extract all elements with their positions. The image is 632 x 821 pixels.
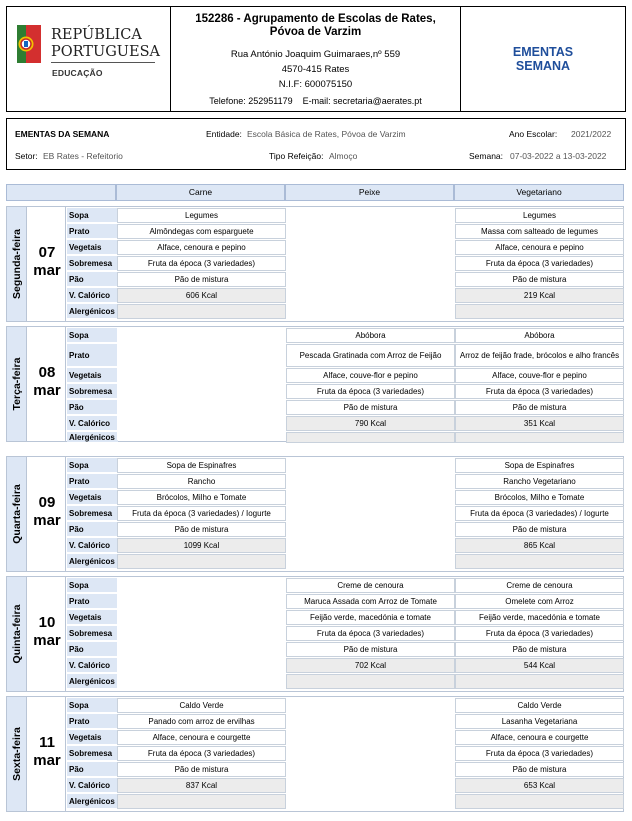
row-label-v-cal-rico: V. Calórico xyxy=(67,416,118,431)
row-label-alerg-nicos: Alergénicos xyxy=(67,794,118,809)
carne-sobremesa-cell: Fruta da época (3 variedades) xyxy=(117,256,286,271)
vegetariano-alerg-nicos-cell xyxy=(455,794,624,809)
vegetariano-sobremesa-cell: Fruta da época (3 variedades) xyxy=(455,626,624,641)
vegetariano-sopa-cell: Creme de cenoura xyxy=(455,578,624,593)
vegetariano-p-o-cell: Pão de mistura xyxy=(455,522,624,537)
peixe-sobremesa-cell: Fruta da época (3 variedades) xyxy=(286,384,455,399)
row-label-alerg-nicos: Alergénicos xyxy=(67,554,118,569)
school-address: Rua António Joaquim Guimaraes,nº 559 xyxy=(230,49,401,60)
day-date xyxy=(28,327,66,441)
document-title: EMENTAS SEMANA xyxy=(512,45,574,73)
weekday-name: Segunda-feira xyxy=(10,228,23,300)
row-label-sobremesa: Sobremesa xyxy=(67,746,118,761)
column-header-carne: Carne xyxy=(116,184,285,201)
day-block-quinta-feira xyxy=(6,576,624,692)
info-heading: EMENTAS DA SEMANA xyxy=(15,129,110,139)
vegetariano-alerg-nicos-cell xyxy=(455,674,624,689)
carne-sobremesa-cell: Fruta da época (3 variedades) / Iogurte xyxy=(117,506,286,521)
peixe-sobremesa-cell: Fruta da época (3 variedades) xyxy=(286,626,455,641)
vegetariano-p-o-cell: Pão de mistura xyxy=(455,642,624,657)
day-block-quarta-feira xyxy=(6,456,624,572)
peixe-prato-cell: Pescada Gratinada com Arroz de Feijão xyxy=(286,344,455,367)
day-number: 08 xyxy=(38,364,56,381)
day-date xyxy=(28,457,66,571)
peixe-vegetais-cell: Feijão verde, macedónia e tomate xyxy=(286,610,455,625)
weekday-label xyxy=(7,577,27,691)
vegetariano-sopa-cell: Caldo Verde xyxy=(455,698,624,713)
vegetariano-vegetais-cell: Brócolos, Milho e Tomate xyxy=(455,490,624,505)
vegetariano-vegetais-cell: Alface, couve-flor e pepino xyxy=(455,368,624,383)
vegetariano-sobremesa-cell: Fruta da época (3 variedades) xyxy=(455,746,624,761)
row-label-sopa: Sopa xyxy=(67,578,118,593)
school-phone: Telefone: 252951179 xyxy=(209,96,293,106)
carne-prato-cell: Almôndegas com esparguete xyxy=(117,224,286,239)
row-label-p-o: Pão xyxy=(67,762,118,777)
carne-sopa-cell: Legumes xyxy=(117,208,286,223)
day-number: 07 xyxy=(38,244,56,261)
school-email: E-mail: secretaria@aerates.pt xyxy=(302,96,422,106)
carne-p-o-cell: Pão de mistura xyxy=(117,272,286,287)
peixe-alerg-nicos-cell xyxy=(286,432,455,443)
carne-alerg-nicos-cell xyxy=(117,794,286,809)
weekday-name: Quinta-feira xyxy=(10,604,23,664)
logo-cell xyxy=(7,7,171,111)
vegetariano-v-cal-rico-cell: 219 Kcal xyxy=(455,288,624,303)
row-label-v-cal-rico: V. Calórico xyxy=(67,778,118,793)
day-month: mar xyxy=(33,752,61,769)
day-month: mar xyxy=(33,262,61,279)
empty-column-carne xyxy=(117,578,286,690)
row-label-sobremesa: Sobremesa xyxy=(67,626,118,641)
row-label-p-o: Pão xyxy=(67,272,118,287)
semana-label: Semana: xyxy=(469,151,504,161)
carne-prato-cell: Panado com arroz de ervilhas xyxy=(117,714,286,729)
row-label-p-o: Pão xyxy=(67,522,118,537)
row-label-vegetais: Vegetais xyxy=(67,730,118,745)
day-block-sexta-feira xyxy=(6,696,624,812)
logo-text-portuguesa: PORTUGUESA xyxy=(51,44,160,60)
logo-divider xyxy=(51,62,155,63)
row-label-prato: Prato xyxy=(67,224,118,239)
logo-text-republica: REPÚBLICA xyxy=(51,27,142,43)
weekday-name: Terça-feira xyxy=(10,357,23,411)
row-label-v-cal-rico: V. Calórico xyxy=(67,538,118,553)
row-label-v-cal-rico: V. Calórico xyxy=(67,288,118,303)
carne-vegetais-cell: Alface, cenoura e courgette xyxy=(117,730,286,745)
school-info-cell xyxy=(171,7,461,111)
peixe-v-cal-rico-cell: 790 Kcal xyxy=(286,416,455,431)
vegetariano-p-o-cell: Pão de mistura xyxy=(455,762,624,777)
peixe-prato-cell: Maruca Assada com Arroz de Tomate xyxy=(286,594,455,609)
vegetariano-vegetais-cell: Alface, cenoura e pepino xyxy=(455,240,624,255)
carne-alerg-nicos-cell xyxy=(117,304,286,319)
carne-sopa-cell: Sopa de Espinafres xyxy=(117,458,286,473)
empty-column-peixe xyxy=(286,208,455,320)
vegetariano-sobremesa-cell: Fruta da época (3 variedades) xyxy=(455,256,624,271)
carne-v-cal-rico-cell: 1099 Kcal xyxy=(117,538,286,553)
tipo-refeicao-value: Almoço xyxy=(329,151,358,161)
carne-vegetais-cell: Brócolos, Milho e Tomate xyxy=(117,490,286,505)
school-nif: N.I.F: 600075150 xyxy=(278,79,353,90)
peixe-sopa-cell: Creme de cenoura xyxy=(286,578,455,593)
column-header-vegetariano: Vegetariano xyxy=(454,184,624,201)
vegetariano-p-o-cell: Pão de mistura xyxy=(455,400,624,415)
carne-p-o-cell: Pão de mistura xyxy=(117,762,286,777)
vegetariano-v-cal-rico-cell: 351 Kcal xyxy=(455,416,624,431)
row-label-vegetais: Vegetais xyxy=(67,368,118,383)
row-label-sopa: Sopa xyxy=(67,328,118,343)
carne-v-cal-rico-cell: 606 Kcal xyxy=(117,288,286,303)
row-label-sopa: Sopa xyxy=(67,698,118,713)
vegetariano-sopa-cell: Legumes xyxy=(455,208,624,223)
week-info-box xyxy=(6,118,626,170)
vegetariano-sobremesa-cell: Fruta da época (3 variedades) / Iogurte xyxy=(455,506,624,521)
carne-prato-cell: Rancho xyxy=(117,474,286,489)
empty-column-peixe xyxy=(286,458,455,570)
day-date xyxy=(28,207,66,321)
vegetariano-v-cal-rico-cell: 653 Kcal xyxy=(455,778,624,793)
day-number: 11 xyxy=(39,734,55,751)
weekday-label xyxy=(7,327,27,441)
weekday-label xyxy=(7,457,27,571)
republica-portuguesa-emblem-icon xyxy=(17,25,41,63)
row-label-alerg-nicos: Alergénicos xyxy=(67,432,118,443)
vegetariano-sopa-cell: Abóbora xyxy=(455,328,624,343)
weekday-name: Sexta-feira xyxy=(10,727,23,781)
semana-value: 07-03-2022 a 13-03-2022 xyxy=(510,151,607,161)
day-date xyxy=(28,697,66,811)
logo-text-educacao: EDUCAÇÃO xyxy=(52,68,103,78)
weekday-label xyxy=(7,207,27,321)
vegetariano-prato-cell: Arroz de feijão frade, brócolos e alho francês xyxy=(455,344,624,367)
row-label-v-cal-rico: V. Calórico xyxy=(67,658,118,673)
carne-vegetais-cell: Alface, cenoura e pepino xyxy=(117,240,286,255)
vegetariano-alerg-nicos-cell xyxy=(455,432,624,443)
vegetariano-p-o-cell: Pão de mistura xyxy=(455,272,624,287)
row-label-p-o: Pão xyxy=(67,400,118,415)
peixe-vegetais-cell: Alface, couve-flor e pepino xyxy=(286,368,455,383)
title-cell xyxy=(461,7,625,111)
day-number: 10 xyxy=(38,614,56,631)
day-month: mar xyxy=(33,382,61,399)
vegetariano-prato-cell: Rancho Vegetariano xyxy=(455,474,624,489)
school-contact xyxy=(171,96,460,107)
row-label-vegetais: Vegetais xyxy=(67,490,118,505)
row-label-sobremesa: Sobremesa xyxy=(67,256,118,271)
ano-escolar-value: 2021/2022 xyxy=(571,129,612,139)
empty-column-peixe xyxy=(286,698,455,810)
school-name: 152286 - Agrupamento de Escolas de Rates, Póvoa de Varzim xyxy=(195,13,436,38)
row-label-sopa: Sopa xyxy=(67,458,118,473)
day-block-terça-feira xyxy=(6,326,624,442)
vegetariano-sopa-cell: Sopa de Espinafres xyxy=(455,458,624,473)
day-number: 09 xyxy=(38,494,56,511)
vegetariano-v-cal-rico-cell: 865 Kcal xyxy=(455,538,624,553)
weekday-label xyxy=(7,697,27,811)
vegetariano-alerg-nicos-cell xyxy=(455,554,624,569)
empty-column-carne xyxy=(117,328,286,440)
document-header xyxy=(6,6,626,112)
entidade-label: Entidade: xyxy=(206,129,242,139)
vegetariano-vegetais-cell: Alface, cenoura e courgette xyxy=(455,730,624,745)
row-label-prato: Prato xyxy=(67,474,118,489)
vegetariano-prato-cell: Omelete com Arroz xyxy=(455,594,624,609)
row-label-sobremesa: Sobremesa xyxy=(67,384,118,399)
day-block-segunda-feira xyxy=(6,206,624,322)
setor-value: EB Rates - Refeitorio xyxy=(43,151,123,161)
vegetariano-prato-cell: Massa com salteado de legumes xyxy=(455,224,624,239)
entidade-value: Escola Básica de Rates, Póvoa de Varzim xyxy=(247,129,406,139)
day-date xyxy=(28,577,66,691)
carne-sopa-cell: Caldo Verde xyxy=(117,698,286,713)
row-label-prato: Prato xyxy=(67,344,118,367)
peixe-v-cal-rico-cell: 702 Kcal xyxy=(286,658,455,673)
school-postcode: 4570-415 Rates xyxy=(281,64,350,75)
peixe-sopa-cell: Abóbora xyxy=(286,328,455,343)
row-label-p-o: Pão xyxy=(67,642,118,657)
row-label-sopa: Sopa xyxy=(67,208,118,223)
tipo-refeicao-label: Tipo Refeição: xyxy=(269,151,324,161)
column-header-peixe: Peixe xyxy=(285,184,454,201)
row-label-sobremesa: Sobremesa xyxy=(67,506,118,521)
carne-sobremesa-cell: Fruta da época (3 variedades) xyxy=(117,746,286,761)
day-month: mar xyxy=(33,632,61,649)
peixe-alerg-nicos-cell xyxy=(286,674,455,689)
row-label-prato: Prato xyxy=(67,594,118,609)
row-label-prato: Prato xyxy=(67,714,118,729)
row-label-vegetais: Vegetais xyxy=(67,610,118,625)
setor-label: Setor: xyxy=(15,151,38,161)
carne-p-o-cell: Pão de mistura xyxy=(117,522,286,537)
vegetariano-prato-cell: Lasanha Vegetariana xyxy=(455,714,624,729)
row-label-alerg-nicos: Alergénicos xyxy=(67,674,118,689)
ano-escolar-label: Ano Escolar: xyxy=(509,129,558,139)
peixe-p-o-cell: Pão de mistura xyxy=(286,642,455,657)
row-label-alerg-nicos: Alergénicos xyxy=(67,304,118,319)
vegetariano-alerg-nicos-cell xyxy=(455,304,624,319)
carne-alerg-nicos-cell xyxy=(117,554,286,569)
vegetariano-v-cal-rico-cell: 544 Kcal xyxy=(455,658,624,673)
peixe-p-o-cell: Pão de mistura xyxy=(286,400,455,415)
day-month: mar xyxy=(33,512,61,529)
vegetariano-sobremesa-cell: Fruta da época (3 variedades) xyxy=(455,384,624,399)
vegetariano-vegetais-cell: Feijão verde, macedónia e tomate xyxy=(455,610,624,625)
weekday-name: Quarta-feira xyxy=(10,484,23,544)
row-label-vegetais: Vegetais xyxy=(67,240,118,255)
column-header-blank xyxy=(6,184,116,201)
carne-v-cal-rico-cell: 837 Kcal xyxy=(117,778,286,793)
